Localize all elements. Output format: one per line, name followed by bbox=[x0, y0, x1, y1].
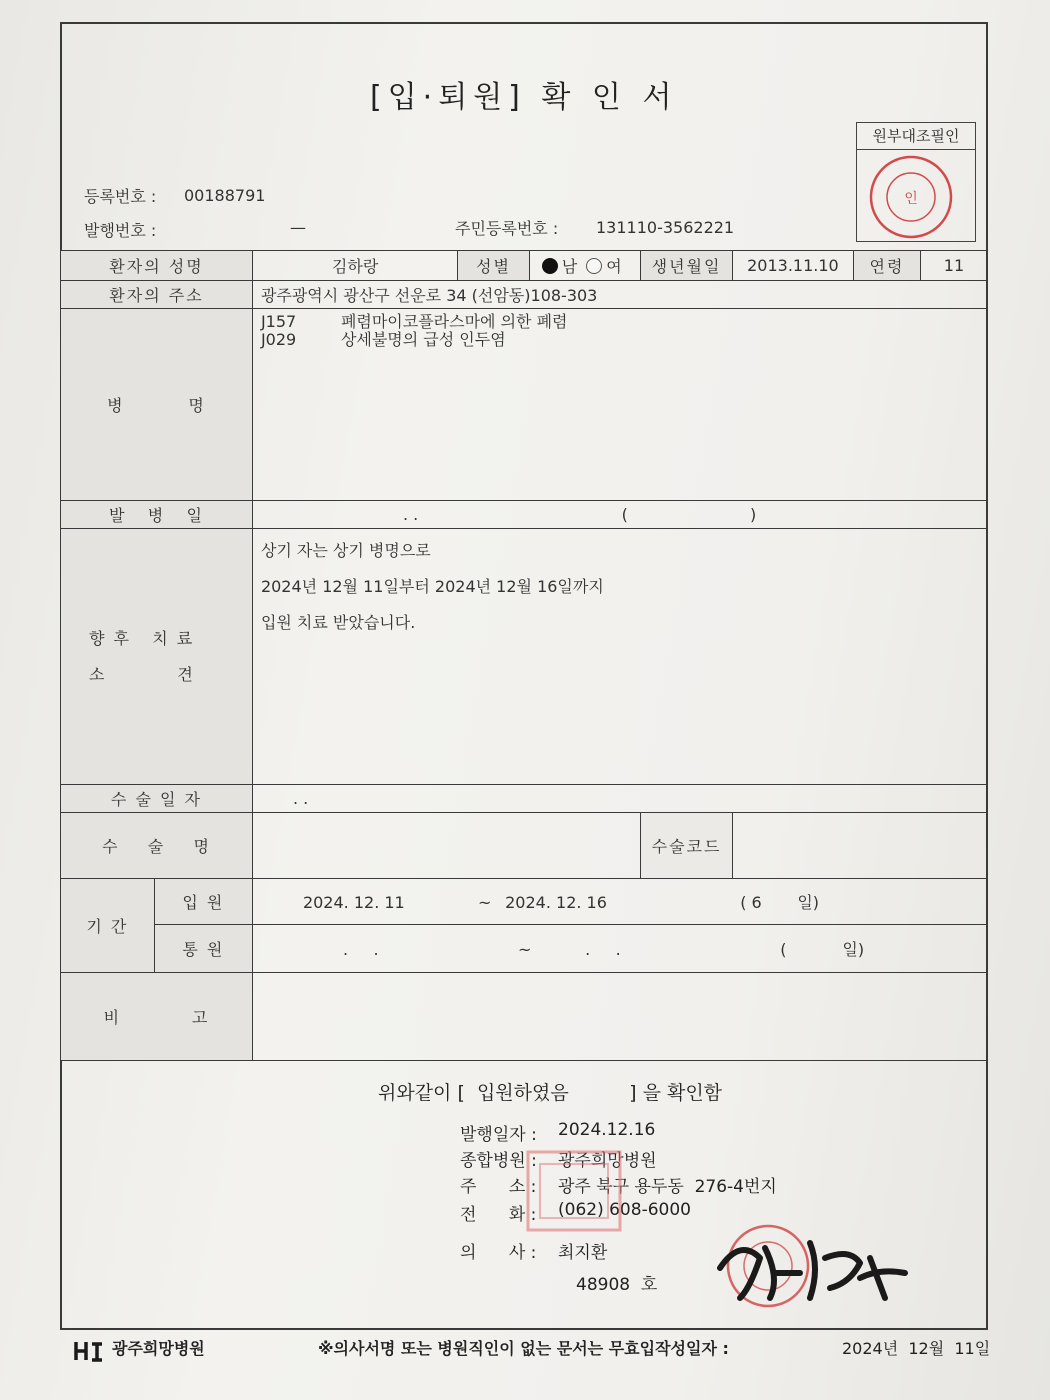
onset-label: 발 병 일 bbox=[61, 501, 253, 529]
outpatient-to: . . bbox=[585, 940, 621, 959]
confirmation-section bbox=[60, 1060, 988, 1330]
diagnosis-label: 병 명 bbox=[61, 309, 253, 501]
hospital-label: 종합병원 : bbox=[460, 1151, 537, 1171]
opinion-text bbox=[252, 529, 987, 785]
inpatient-to: 2024. 12. 16 bbox=[505, 893, 607, 912]
original-check-stamp-box bbox=[856, 122, 976, 242]
issue-number-label: 발행번호 : bbox=[84, 221, 157, 240]
footer-date: 2024년 12월 11일 bbox=[842, 1339, 991, 1358]
surgery-code-label: 수술코드 bbox=[641, 813, 733, 879]
male-radio-icon bbox=[542, 258, 558, 274]
stamp-box-label: 원부대조필인 bbox=[857, 123, 975, 150]
resident-number: 131110-3562221 bbox=[596, 218, 735, 237]
onset-value: . . ( ) bbox=[252, 501, 987, 529]
patient-name-label: 환자의 성명 bbox=[61, 251, 253, 281]
dob: 2013.11.10 bbox=[732, 251, 853, 281]
issue-date: 2024.12.16 bbox=[558, 1120, 656, 1140]
female-radio-icon bbox=[586, 258, 602, 274]
surgery-name-label: 수 술 명 bbox=[61, 813, 253, 879]
outpatient-period bbox=[252, 925, 987, 973]
hospital-phone: (062) 608-6000 bbox=[558, 1200, 691, 1220]
opinion-label bbox=[61, 529, 253, 785]
hospital-name: 광주희망병원 bbox=[558, 1151, 657, 1171]
surgery-date: . . bbox=[252, 785, 987, 813]
inpatient-period bbox=[252, 879, 987, 925]
surgery-code bbox=[732, 813, 987, 879]
outpatient-days: ( 일) bbox=[780, 940, 865, 959]
svg-text:인: 인 bbox=[904, 191, 918, 207]
opinion-line: 입원 치료 받았습니다. bbox=[260, 613, 416, 632]
issue-number: — bbox=[290, 218, 306, 237]
registration-number: 00188791 bbox=[184, 186, 266, 205]
male-label: 남 bbox=[561, 257, 578, 276]
doctor-label: 의 사 : bbox=[460, 1243, 537, 1263]
surgery-name bbox=[252, 813, 640, 879]
inpatient-tilde: ~ bbox=[478, 893, 492, 912]
hospital-official-seal-icon bbox=[520, 1146, 630, 1236]
phone-label: 전 화 : bbox=[460, 1205, 537, 1225]
document-title: [입·퇴원] 확 인 서 bbox=[370, 80, 678, 115]
doctor-name: 최지환 bbox=[558, 1243, 608, 1263]
hospital-address: 광주 북구 용두동 276-4번지 bbox=[558, 1177, 777, 1197]
opinion-line: 2024년 12월 11일부터 2024년 12월 16일까지 bbox=[260, 577, 604, 596]
diagnosis-name: 폐렴마이코플라스마에 의한 폐렴 bbox=[340, 312, 568, 331]
dob-label: 생년월일 bbox=[641, 251, 733, 281]
outpatient-label: 통 원 bbox=[154, 925, 252, 973]
opinion-label-line: 소 견 bbox=[89, 664, 195, 684]
age: 11 bbox=[920, 251, 987, 281]
age-label: 연령 bbox=[854, 251, 921, 281]
surgery-date-label: 수 술 일 자 bbox=[61, 785, 253, 813]
footer-notice: ※의사서명 또는 병원직인이 없는 문서는 무효입작성일자 : bbox=[318, 1339, 729, 1358]
diagnosis-name: 상세불명의 급성 인두염 bbox=[340, 330, 506, 349]
diagnosis-code: J157 bbox=[260, 312, 297, 331]
period-label: 기 간 bbox=[61, 879, 155, 973]
patient-address: 광주광역시 광산구 선운로 34 (선암동)108-303 bbox=[252, 281, 987, 309]
outpatient-from: . . bbox=[342, 940, 379, 959]
certificate-form-table bbox=[60, 250, 988, 1061]
opinion-label-line: 향 후 치 료 bbox=[89, 628, 195, 648]
diagnosis-code: J029 bbox=[260, 330, 297, 349]
patient-address-label: 환자의 주소 bbox=[61, 281, 253, 309]
hospital-address-label: 주 소 : bbox=[460, 1177, 537, 1197]
inpatient-days: ( 6 일) bbox=[740, 893, 820, 912]
resident-number-label: 주민등록번호 : bbox=[455, 219, 559, 238]
remarks-value bbox=[252, 973, 987, 1061]
doctor-signature bbox=[710, 1228, 920, 1308]
issue-date-label: 발행일자 : bbox=[460, 1125, 537, 1145]
license-number: 48908 호 bbox=[576, 1275, 658, 1295]
sex-label: 성별 bbox=[458, 251, 529, 281]
confirmation-statement: 위와같이 [ 입원하였음 ] 을 확인함 bbox=[378, 1082, 723, 1104]
registration-number-label: 등록번호 : bbox=[84, 187, 157, 206]
diagnosis-list bbox=[252, 309, 987, 501]
hospital-seal-icon bbox=[863, 153, 963, 241]
remarks-label: 비 고 bbox=[61, 973, 253, 1061]
patient-name: 김하랑 bbox=[252, 251, 457, 281]
opinion-line: 상기 자는 상기 병명으로 bbox=[260, 541, 431, 560]
hospital-logo-icon bbox=[72, 1338, 106, 1364]
female-label: 여 bbox=[606, 257, 622, 276]
outpatient-tilde: ~ bbox=[518, 940, 532, 959]
inpatient-from: 2024. 12. 11 bbox=[302, 893, 405, 912]
sex-selector bbox=[529, 251, 641, 281]
diagnosis-row bbox=[261, 331, 979, 349]
diagnosis-row bbox=[261, 313, 979, 331]
inpatient-label: 입 원 bbox=[154, 879, 252, 925]
footer-hospital-name: 광주희망병원 bbox=[112, 1339, 205, 1358]
